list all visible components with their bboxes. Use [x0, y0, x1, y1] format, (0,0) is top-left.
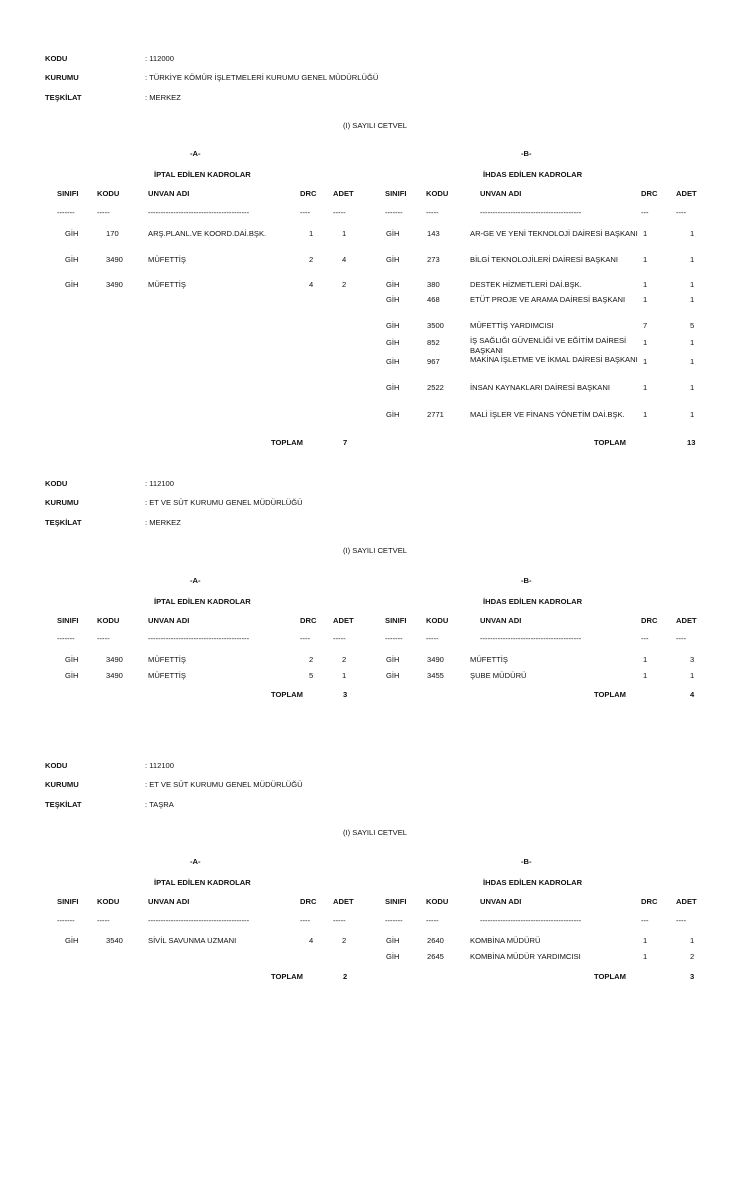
- col-drc-a: DRC: [300, 189, 317, 198]
- cell-sinifi: GİH: [386, 280, 400, 289]
- cell-sinifi: GİH: [65, 255, 79, 264]
- cell-kodu: 2640: [427, 936, 444, 945]
- col-unvan-b: UNVAN ADI: [480, 189, 522, 198]
- cell-sinifi: GİH: [386, 671, 400, 680]
- cell-sinifi: GİH: [386, 255, 400, 264]
- toplam-a-label: TOPLAM: [271, 690, 303, 699]
- section-a-label: -A-: [190, 857, 201, 866]
- cell-unvan: ŞUBE MÜDÜRÜ: [470, 671, 527, 680]
- ihdas-heading: İHDAS EDİLEN KADROLAR: [483, 170, 583, 179]
- kurumu-label: KURUMU: [45, 780, 79, 789]
- cell-unvan: MALİ İŞLER VE FİNANS YÖNETİM DAİ.BŞK.: [470, 410, 625, 419]
- col-sinifi-b: SINIFI: [385, 189, 407, 198]
- cell-unvan: KOMBİNA MÜDÜRÜ: [470, 936, 541, 945]
- cell-unvan: MÜFETTİŞ: [148, 280, 186, 289]
- cell-adet: 3: [690, 655, 695, 664]
- cell-unvan: MÜFETTİŞ: [148, 255, 186, 264]
- col-adet-a: ADET: [333, 189, 354, 198]
- dash-adet-b: ----: [676, 208, 687, 217]
- col-adet-b: ADET: [676, 616, 697, 625]
- dash-sinifi-b: -------: [385, 208, 403, 217]
- col-adet-a: ADET: [333, 616, 354, 625]
- toplam-b-label: TOPLAM: [594, 438, 626, 447]
- col-kodu-b: KODU: [426, 189, 449, 198]
- col-kodu-a: KODU: [97, 897, 120, 906]
- cell-unvan: KOMBİNA MÜDÜR YARDIMCISI: [470, 952, 581, 961]
- cell-sinifi: GİH: [65, 280, 79, 289]
- cell-unvan: DESTEK HİZMETLERİ DAİ.BŞK.: [470, 280, 582, 289]
- kodu-value: : 112100: [145, 761, 174, 770]
- cell-kodu: 3455: [427, 671, 444, 680]
- cell-sinifi: GİH: [386, 295, 400, 304]
- cell-unvan: ARŞ.PLANL.VE KOORD.DAİ.BŞK.: [148, 229, 267, 238]
- cell-kodu: 3490: [106, 280, 123, 289]
- cell-drc: 4: [309, 936, 314, 945]
- section-a-label: -A-: [190, 576, 201, 585]
- kodu-label: KODU: [45, 54, 68, 63]
- section-b-label: -B-: [521, 576, 532, 585]
- toplam-a-label: TOPLAM: [271, 438, 303, 447]
- cell-kodu: 273: [427, 255, 440, 264]
- cell-kodu: 2645: [427, 952, 444, 961]
- toplam-b-value: 3: [690, 972, 695, 981]
- col-drc-b: DRC: [641, 189, 658, 198]
- teskilat-value: : MERKEZ: [145, 93, 181, 102]
- kodu-label: KODU: [45, 761, 68, 770]
- dash-sinifi-b: -------: [385, 916, 403, 925]
- section-a-label: -A-: [190, 149, 201, 158]
- cell-unvan: İNSAN KAYNAKLARI DAİRESİ BAŞKANI: [470, 383, 610, 392]
- cell-drc: 1: [643, 357, 648, 366]
- teskilat-label: TEŞKİLAT: [45, 518, 82, 527]
- cell-sinifi: GİH: [386, 338, 400, 347]
- col-drc-b: DRC: [641, 897, 658, 906]
- dash-unvan-b: ----------------------------------------: [480, 634, 582, 643]
- cell-unvan: MAKİNA İŞLETME VE İKMAL DAİRESİ BAŞKANI: [470, 355, 638, 364]
- cell-adet: 2: [342, 655, 347, 664]
- dash-unvan-a: ----------------------------------------: [148, 634, 250, 643]
- cell-sinifi: GİH: [386, 410, 400, 419]
- cell-drc: 1: [643, 383, 648, 392]
- cell-kodu: 3490: [106, 255, 123, 264]
- cell-adet: 5: [690, 321, 695, 330]
- ihdas-heading: İHDAS EDİLEN KADROLAR: [483, 878, 583, 887]
- col-unvan-b: UNVAN ADI: [480, 616, 522, 625]
- cell-adet: 1: [690, 383, 695, 392]
- cell-kodu: 2771: [427, 410, 444, 419]
- cell-drc: 2: [309, 655, 314, 664]
- cell-sinifi: GİH: [65, 655, 79, 664]
- cell-kodu: 3490: [106, 671, 123, 680]
- cell-sinifi: GİH: [386, 357, 400, 366]
- dash-drc-b: ---: [641, 208, 649, 217]
- dash-drc-a: ----: [300, 208, 311, 217]
- cell-adet: 4: [342, 255, 347, 264]
- col-sinifi-b: SINIFI: [385, 616, 407, 625]
- ihdas-heading: İHDAS EDİLEN KADROLAR: [483, 597, 583, 606]
- dash-unvan-a: ----------------------------------------: [148, 208, 250, 217]
- cell-unvan: BİLGİ TEKNOLOJİLERİ DAİRESİ BAŞKANI: [470, 255, 618, 264]
- cell-adet: 2: [690, 952, 695, 961]
- kodu-label: KODU: [45, 479, 68, 488]
- cell-adet: 1: [690, 295, 695, 304]
- cell-sinifi: GİH: [65, 936, 79, 945]
- teskilat-value: : MERKEZ: [145, 518, 181, 527]
- dash-unvan-b: ----------------------------------------: [480, 916, 582, 925]
- cell-sinifi: GİH: [386, 655, 400, 664]
- kurumu-label: KURUMU: [45, 498, 79, 507]
- col-unvan-b: UNVAN ADI: [480, 897, 522, 906]
- dash-kodu-b: -----: [426, 634, 439, 643]
- toplam-a-value: 7: [343, 438, 348, 447]
- cell-sinifi: GİH: [386, 229, 400, 238]
- cell-unvan: ETÜT PROJE VE ARAMA DAİRESİ BAŞKANI: [470, 295, 626, 304]
- dash-adet-a: -----: [333, 916, 346, 925]
- dash-adet-a: -----: [333, 208, 346, 217]
- cell-adet: 1: [690, 357, 695, 366]
- cell-unvan: MÜFETTİŞ: [148, 655, 186, 664]
- dash-adet-b: ----: [676, 916, 687, 925]
- cell-adet: 1: [690, 338, 695, 347]
- kurumu-label: KURUMU: [45, 73, 79, 82]
- col-drc-b: DRC: [641, 616, 658, 625]
- cell-adet: 1: [690, 229, 695, 238]
- cell-kodu: 3490: [106, 655, 123, 664]
- col-sinifi-a: SINIFI: [57, 616, 79, 625]
- cell-adet: 2: [342, 280, 347, 289]
- cell-adet: 1: [342, 671, 347, 680]
- iptal-heading: İPTAL EDİLEN KADROLAR: [154, 878, 251, 887]
- toplam-b-label: TOPLAM: [594, 690, 626, 699]
- col-sinifi-a: SINIFI: [57, 897, 79, 906]
- dash-adet-b: ----: [676, 634, 687, 643]
- dash-kodu-b: -----: [426, 208, 439, 217]
- cell-drc: 1: [643, 936, 648, 945]
- cell-adet: 1: [690, 410, 695, 419]
- dash-sinifi-a: -------: [57, 916, 75, 925]
- cell-drc: 1: [643, 295, 648, 304]
- dash-unvan-a: ----------------------------------------: [148, 916, 250, 925]
- section-b-label: -B-: [521, 149, 532, 158]
- col-unvan-a: UNVAN ADI: [148, 897, 190, 906]
- dash-sinifi-a: -------: [57, 634, 75, 643]
- toplam-a-value: 2: [343, 972, 348, 981]
- col-unvan-a: UNVAN ADI: [148, 616, 190, 625]
- cell-kodu: 380: [427, 280, 440, 289]
- cell-drc: 1: [643, 338, 648, 347]
- cell-unvan: MÜFETTİŞ YARDIMCISI: [470, 321, 554, 330]
- iptal-heading: İPTAL EDİLEN KADROLAR: [154, 597, 251, 606]
- section-b-label: -B-: [521, 857, 532, 866]
- col-adet-a: ADET: [333, 897, 354, 906]
- cell-drc: 7: [643, 321, 648, 330]
- cetvel-title: (I) SAYILI CETVEL: [342, 828, 407, 837]
- cell-adet: 1: [690, 280, 695, 289]
- cell-kodu: 2522: [427, 383, 444, 392]
- cell-adet: 1: [690, 255, 695, 264]
- cell-kodu: 852: [427, 338, 440, 347]
- col-adet-b: ADET: [676, 189, 697, 198]
- col-kodu-b: KODU: [426, 616, 449, 625]
- toplam-b-value: 13: [687, 438, 696, 447]
- kodu-value: : 112100: [145, 479, 174, 488]
- cell-sinifi: GİH: [65, 229, 79, 238]
- dash-drc-a: ----: [300, 916, 311, 925]
- cell-kodu: 967: [427, 357, 440, 366]
- kodu-value: : 112000: [145, 54, 174, 63]
- dash-drc-b: ---: [641, 916, 649, 925]
- teskilat-label: TEŞKİLAT: [45, 93, 82, 102]
- teskilat-label: TEŞKİLAT: [45, 800, 82, 809]
- cell-drc: 4: [309, 280, 314, 289]
- dash-kodu-a: -----: [97, 916, 110, 925]
- toplam-b-label: TOPLAM: [594, 972, 626, 981]
- cell-kodu: 3540: [106, 936, 123, 945]
- kurumu-value: : TÜRKİYE KÖMÜR İŞLETMELERİ KURUMU GENEL MÜDÜRLÜĞÜ: [145, 73, 379, 82]
- teskilat-value: : TAŞRA: [145, 800, 174, 809]
- toplam-a-label: TOPLAM: [271, 972, 303, 981]
- cell-adet: 1: [690, 671, 695, 680]
- dash-sinifi-b: -------: [385, 634, 403, 643]
- cell-adet: 2: [342, 936, 347, 945]
- toplam-a-value: 3: [343, 690, 348, 699]
- cell-sinifi: GİH: [386, 936, 400, 945]
- cell-unvan: MÜFETTİŞ: [148, 671, 186, 680]
- iptal-heading: İPTAL EDİLEN KADROLAR: [154, 170, 251, 179]
- dash-adet-a: -----: [333, 634, 346, 643]
- dash-drc-b: ---: [641, 634, 649, 643]
- cell-drc: 1: [643, 671, 648, 680]
- cell-kodu: 143: [427, 229, 440, 238]
- dash-sinifi-a: -------: [57, 208, 75, 217]
- dash-drc-a: ----: [300, 634, 311, 643]
- cell-adet: 1: [342, 229, 347, 238]
- col-adet-b: ADET: [676, 897, 697, 906]
- cell-unvan: SİVİL SAVUNMA UZMANI: [148, 936, 237, 945]
- cetvel-title: (I) SAYILI CETVEL: [342, 121, 407, 130]
- dash-kodu-a: -----: [97, 634, 110, 643]
- cell-kodu: 170: [106, 229, 119, 238]
- cell-adet: 1: [690, 936, 695, 945]
- dash-kodu-b: -----: [426, 916, 439, 925]
- cell-drc: 1: [643, 952, 648, 961]
- col-kodu-a: KODU: [97, 616, 120, 625]
- cell-sinifi: GİH: [386, 321, 400, 330]
- cell-unvan: AR-GE VE YENİ TEKNOLOJİ DAİRESİ BAŞKANI: [470, 229, 638, 238]
- col-unvan-a: UNVAN ADI: [148, 189, 190, 198]
- col-sinifi-a: SINIFI: [57, 189, 79, 198]
- cell-drc: 1: [643, 280, 648, 289]
- col-kodu-b: KODU: [426, 897, 449, 906]
- col-kodu-a: KODU: [97, 189, 120, 198]
- col-drc-a: DRC: [300, 616, 317, 625]
- cell-drc: 1: [643, 410, 648, 419]
- cell-drc: 1: [643, 255, 648, 264]
- cell-unvan: MÜFETTİŞ: [470, 655, 508, 664]
- cetvel-title: (I) SAYILI CETVEL: [342, 546, 407, 555]
- cell-drc: 1: [643, 655, 648, 664]
- col-sinifi-b: SINIFI: [385, 897, 407, 906]
- dash-unvan-b: ----------------------------------------: [480, 208, 582, 217]
- dash-kodu-a: -----: [97, 208, 110, 217]
- cell-sinifi: GİH: [65, 671, 79, 680]
- cell-sinifi: GİH: [386, 383, 400, 392]
- cell-drc: 2: [309, 255, 314, 264]
- col-drc-a: DRC: [300, 897, 317, 906]
- cell-drc: 5: [309, 671, 314, 680]
- kurumu-value: : ET VE SÜT KURUMU GENEL MÜDÜRLÜĞÜ: [145, 498, 303, 507]
- cell-kodu: 3490: [427, 655, 444, 664]
- cell-drc: 1: [643, 229, 648, 238]
- cell-unvan-line2: BAŞKANI: [470, 346, 503, 355]
- toplam-b-value: 4: [690, 690, 695, 699]
- cell-drc: 1: [309, 229, 314, 238]
- kurumu-value: : ET VE SÜT KURUMU GENEL MÜDÜRLÜĞÜ: [145, 780, 303, 789]
- cell-kodu: 3500: [427, 321, 444, 330]
- cell-unvan: İŞ SAĞLIĞI GÜVENLİĞİ VE EĞİTİM DAİRESİ: [470, 336, 627, 345]
- cell-sinifi: GİH: [386, 952, 400, 961]
- cell-kodu: 468: [427, 295, 440, 304]
